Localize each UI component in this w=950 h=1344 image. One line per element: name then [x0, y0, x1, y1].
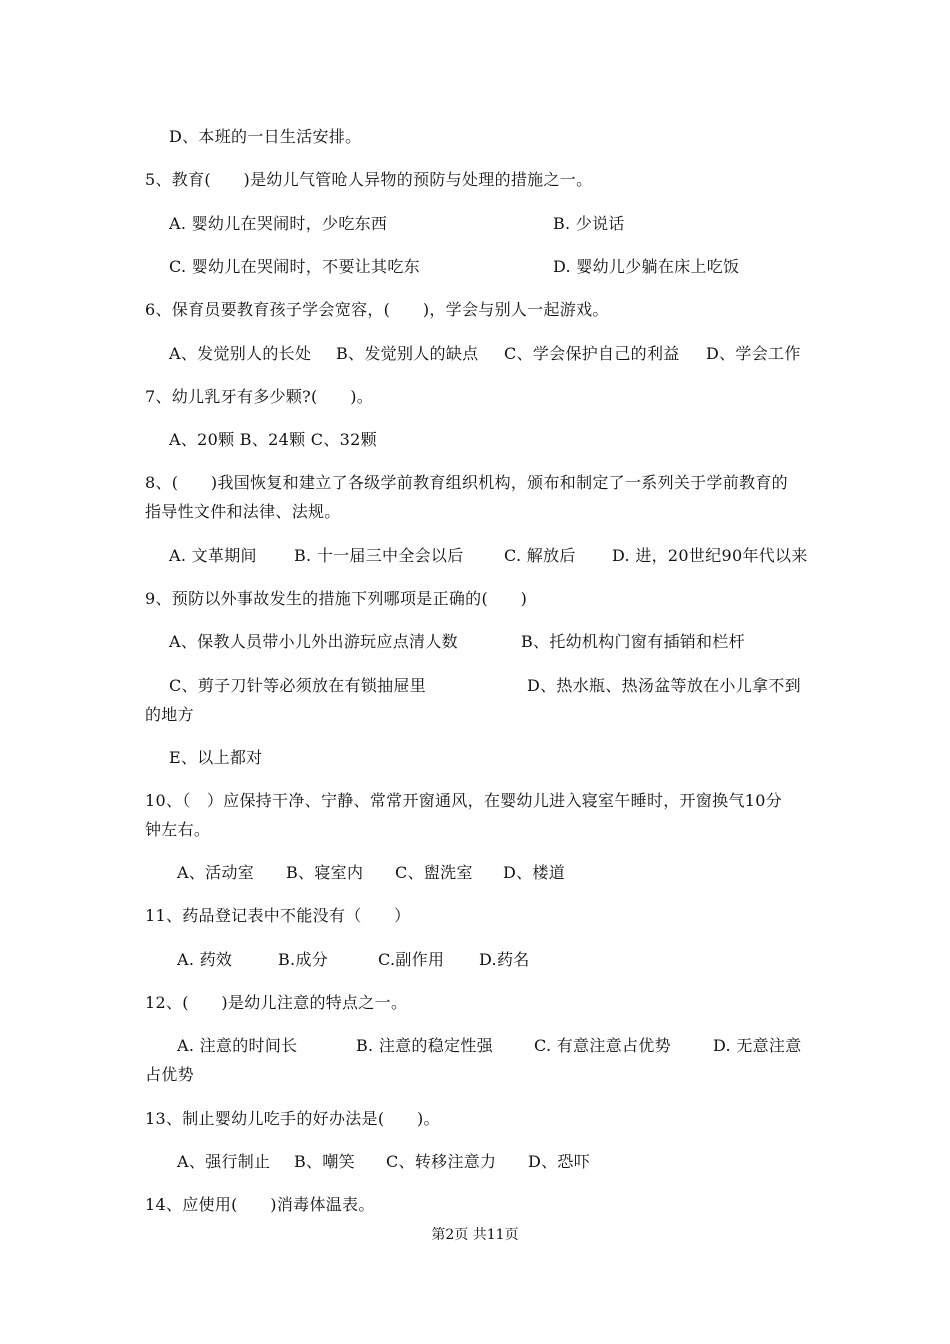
question-8-line-1: 8、( )我国恢复和建立了各级学前教育组织机构，颁布和制定了一系列关于学前教育的: [145, 473, 788, 492]
q5-option-b: B. 少说话: [553, 214, 625, 233]
question-8-line-2: 指导性文件和法律、法规。: [145, 502, 341, 521]
q13-option-b: B、嘲笑: [294, 1152, 355, 1171]
question-12: 12、( )是幼儿注意的特点之一。: [145, 993, 408, 1012]
q8-option-a: A. 文革期间: [169, 546, 257, 565]
q12-option-b: B. 注意的稳定性强: [356, 1036, 493, 1055]
q8-option-d: D. 进，20世纪90年代以来: [612, 546, 808, 565]
option-d-previous: D、本班的一日生活安排。: [169, 127, 362, 146]
q11-option-d: D.药名: [479, 950, 530, 969]
q7-options: A、20颗 B、24颗 C、32颗: [169, 430, 377, 449]
question-5: 5、教育( )是幼儿气管呛人异物的预防与处理的措施之一。: [145, 170, 593, 189]
question-9: 9、预防以外事故发生的措施下列哪项是正确的( ): [145, 589, 528, 608]
q9-option-d: D、热水瓶、热汤盆等放在小儿拿不到: [527, 676, 801, 695]
q5-option-d: D. 婴幼儿少躺在床上吃饭: [553, 257, 740, 276]
q9-option-c: C、剪子刀针等必须放在有锁抽屉里: [169, 676, 427, 695]
q8-option-c: C. 解放后: [504, 546, 576, 565]
q11-option-c: C.副作用: [378, 950, 445, 969]
q12-option-d-continued: 占优势: [145, 1065, 194, 1084]
q13-option-c: C、转移注意力: [386, 1152, 497, 1171]
q11-option-a: A. 药效: [177, 950, 233, 969]
page-number-footer: 第2页 共11页: [431, 1227, 519, 1243]
question-6: 6、保育员要教育孩子学会宽容，( )，学会与别人一起游戏。: [145, 300, 609, 319]
q10-option-c: C、盥洗室: [395, 863, 473, 882]
q13-option-a: A、强行制止: [177, 1152, 271, 1171]
question-14: 14、应使用( )消毒体温表。: [145, 1195, 375, 1214]
q9-option-b: B、托幼机构门窗有插销和栏杆: [521, 632, 745, 651]
q13-option-d: D、恐吓: [528, 1152, 591, 1171]
q6-option-d: D、学会工作: [706, 344, 801, 363]
q12-option-a: A. 注意的时间长: [177, 1036, 298, 1055]
q10-option-a: A、活动室: [177, 863, 255, 882]
q8-option-b: B. 十一届三中全会以后: [294, 546, 464, 565]
question-7: 7、幼儿乳牙有多少颗?( )。: [145, 387, 374, 406]
question-10-line-1: 10、（ ）应保持干净、宁静、常常开窗通风，在婴幼儿进入寝室午睡时，开窗换气10分: [145, 791, 783, 810]
q6-option-c: C、学会保护自己的利益: [504, 344, 680, 363]
q10-option-d: D、楼道: [503, 863, 566, 882]
q9-option-e: E、以上都对: [169, 748, 263, 767]
q9-option-a: A、保教人员带小儿外出游玩应点清人数: [169, 632, 458, 651]
question-13: 13、制止婴幼儿吃手的好办法是( )。: [145, 1109, 440, 1128]
q6-option-a: A、发觉别人的长处: [169, 344, 312, 363]
q12-option-c: C. 有意注意占优势: [534, 1036, 671, 1055]
q5-option-c: C. 婴幼儿在哭闹时，不要让其吃东: [169, 257, 420, 276]
q10-option-b: B、寝室内: [286, 863, 364, 882]
question-11: 11、药品登记表中不能没有（ ）: [145, 906, 411, 925]
q11-option-b: B.成分: [278, 950, 329, 969]
q6-option-b: B、发觉别人的缺点: [336, 344, 479, 363]
q12-option-d: D. 无意注意: [713, 1036, 802, 1055]
q5-option-a: A. 婴幼儿在哭闹时，少吃东西: [169, 214, 388, 233]
question-10-line-2: 钟左右。: [145, 820, 211, 839]
q9-option-d-continued: 的地方: [145, 705, 194, 724]
